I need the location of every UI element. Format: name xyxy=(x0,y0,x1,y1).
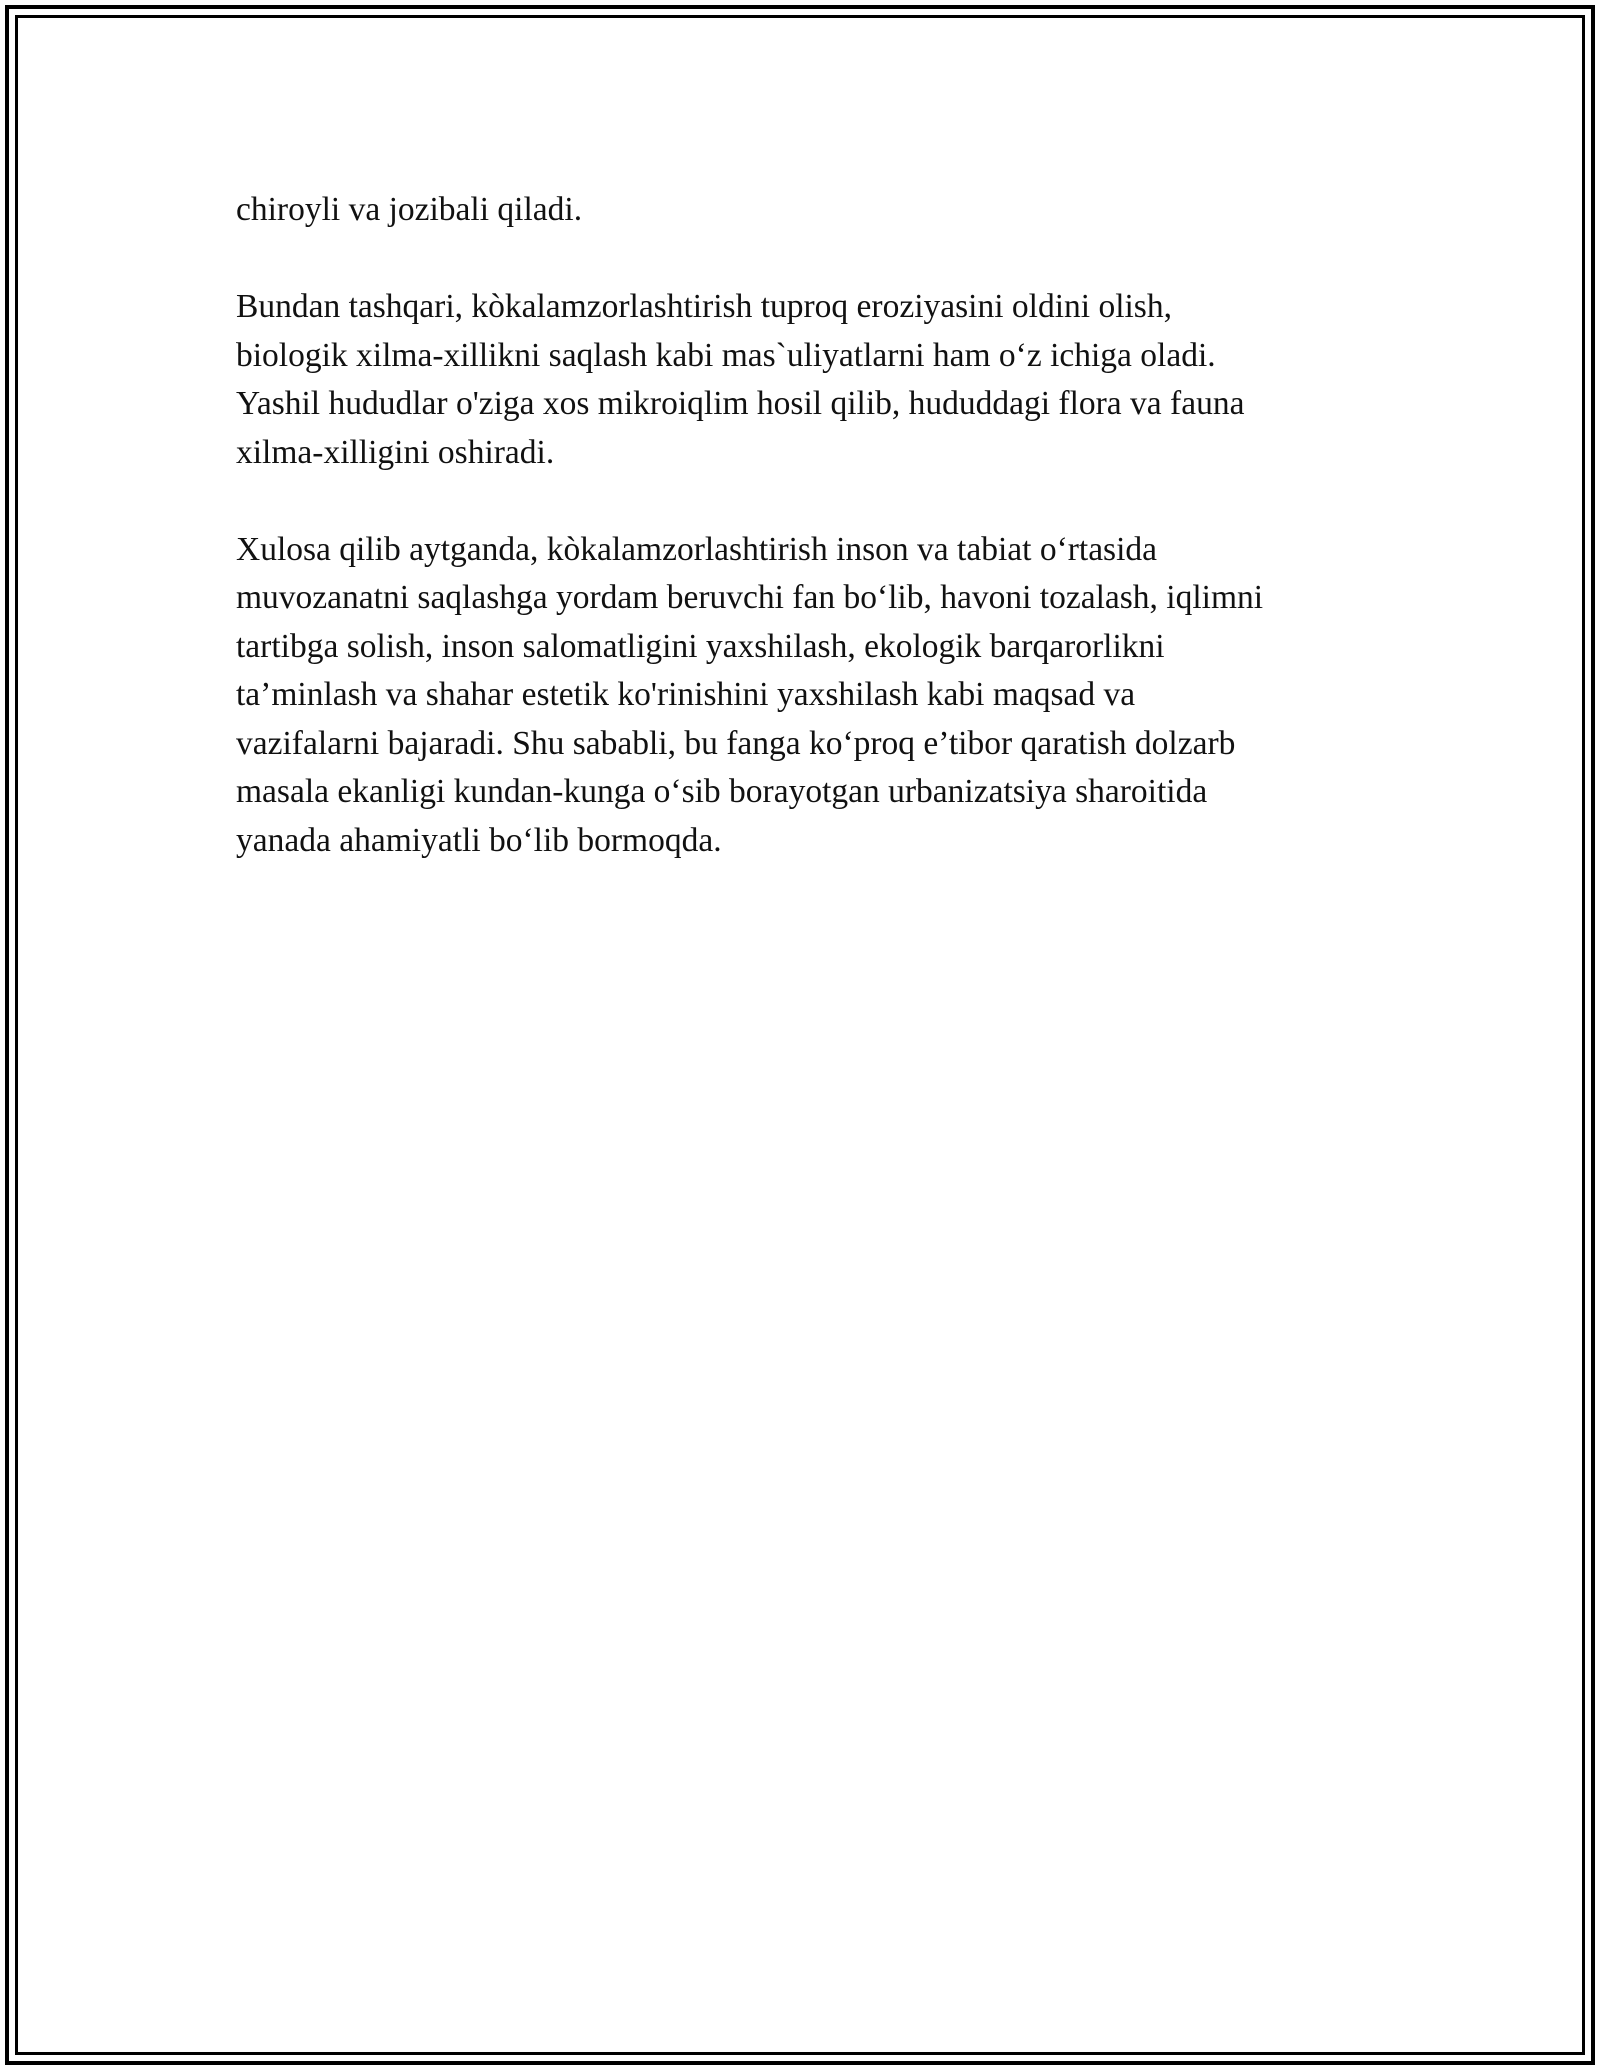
text-line: xilma-xilligini oshiradi. xyxy=(236,433,555,471)
text-line: vazifalarni bajaradi. Shu sababli, bu fanga ko‘proq e’tibor qaratish dolzarb xyxy=(236,724,1236,762)
text-line: biologik xilma-xillikni saqlash kabi mas`uliyatlarni ham o‘z ichiga oladi. xyxy=(236,336,1216,374)
text-line: tartibga solish, inson salomatligini yaxshilash, ekologik barqarorlikni xyxy=(236,627,1165,665)
paragraph-1 xyxy=(236,186,1376,235)
paragraph-3 xyxy=(236,526,1376,866)
text-line: chiroyli va jozibali qiladi. xyxy=(236,191,583,228)
text-line: Yashil hududlar o'ziga xos mikroiqlim hosil qilib, hududdagi flora va fauna xyxy=(236,385,1245,422)
text-line: yanada ahamiyatli bo‘lib bormoqda. xyxy=(236,821,722,859)
text-line: masala ekanligi kundan-kunga o‘sib borayotgan urbanizatsiya sharoitida xyxy=(236,773,1208,810)
text-line: ta’minlash va shahar estetik ko'rinishini yaxshilash kabi maqsad va xyxy=(236,676,1136,713)
text-line: Xulosa qilib aytganda, kòkalamzorlashtirish inson va tabiat o‘rtasida xyxy=(236,530,1158,568)
paragraph-2 xyxy=(236,283,1376,477)
document-body xyxy=(236,186,1376,914)
text-line: muvozanatni saqlashga yordam beruvchi fan bo‘lib, havoni tozalash, iqlimni xyxy=(236,579,1264,616)
text-line: Bundan tashqari, kòkalamzorlashtirish tuproq eroziyasini oldini olish, xyxy=(236,288,1172,325)
